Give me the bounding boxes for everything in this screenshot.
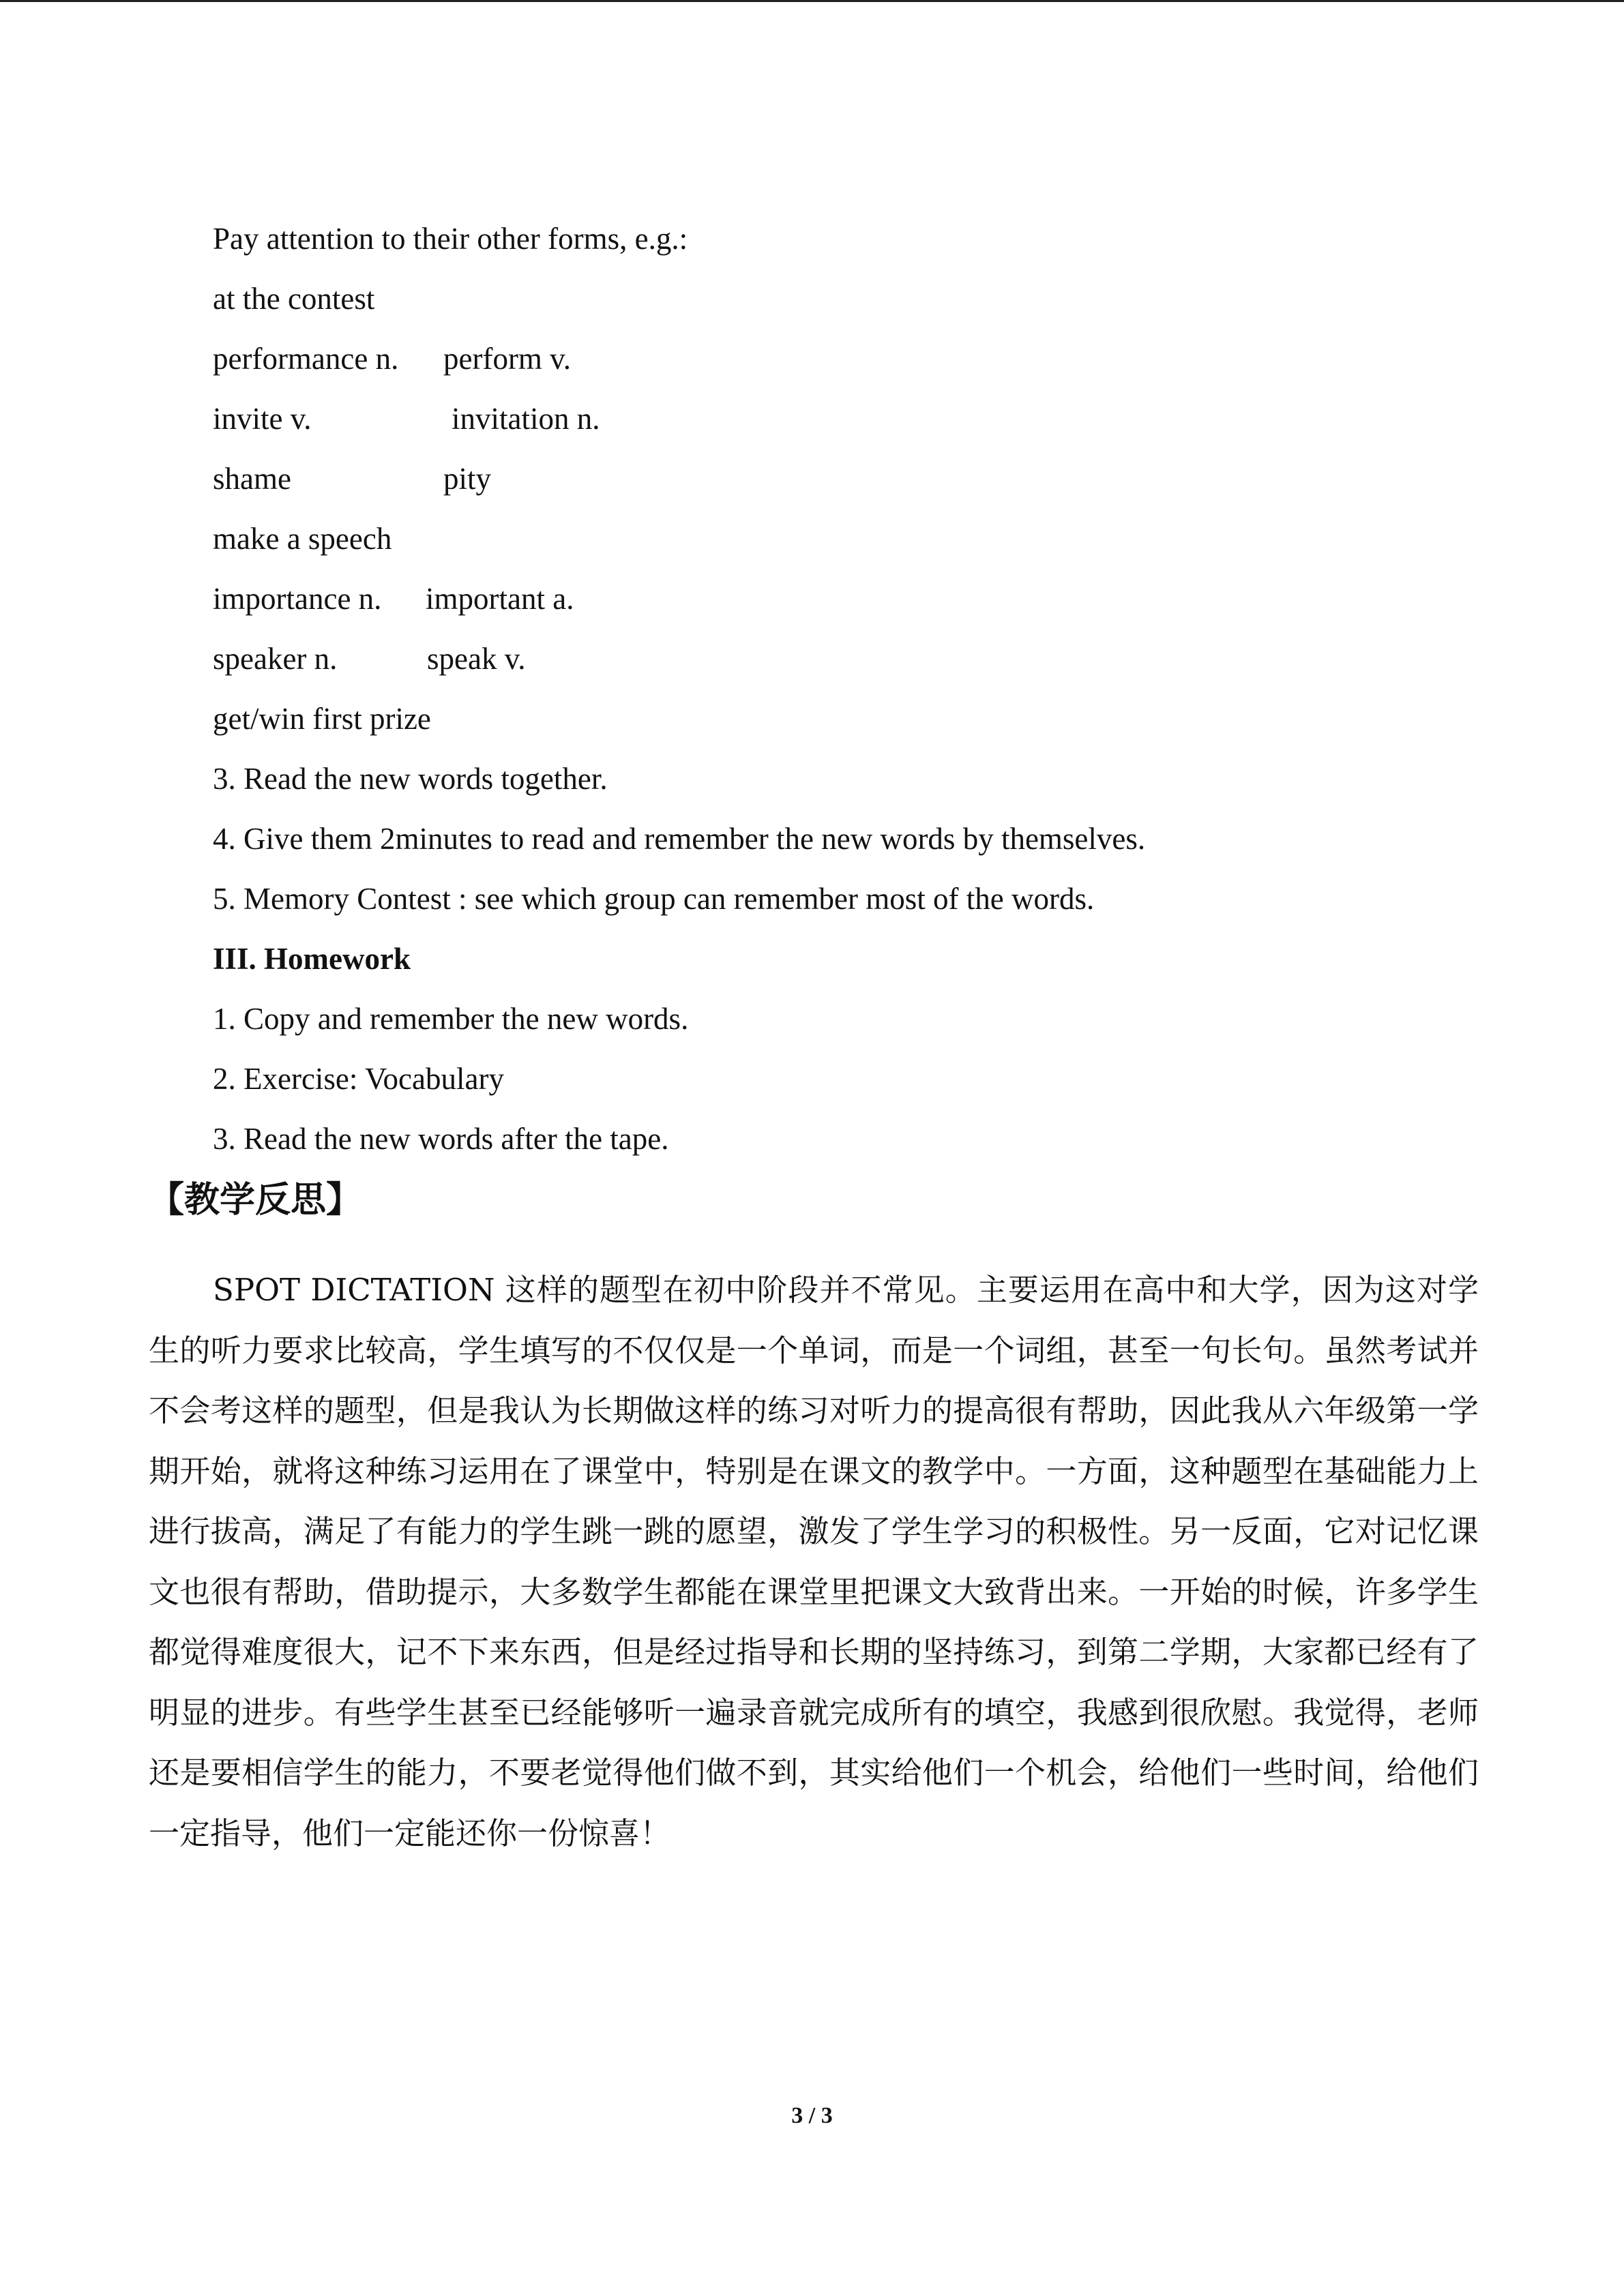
word-form-term: shame <box>213 462 291 496</box>
word-forms-intro: Pay attention to their other forms, e.g.: <box>213 222 688 256</box>
homework-item: 1. Copy and remember the new words. <box>213 1002 689 1036</box>
word-form-item <box>213 638 526 679</box>
word-form-related: invitation n. <box>452 402 600 436</box>
word-form-related: pity <box>443 462 492 496</box>
reflection-paragraph: SPOT DICTATION 这样的题型在初中阶段并不常见。主要运用在高中和大学，因为这对学生的听力要求比较高，学生填写的不仅仅是一个单词，而是一个词组，甚至一句长句。虽然考试并不会考这样的题型，但是我认为长期做这样的练习对听力的提高很有帮助，因此我从六年级第一学期开始，就将这种练习运用在了课堂中，特别是在课文的教学中。一方面，这种题型在基础能力上进行拔高，满足了有能力的学生跳一跳的愿望，激发了学生学习的积极性。另一反面，它对记忆课文也很有帮助，借助提示，大多数学生都能在课堂里把课文大致背出来。一开始的时候，许多学生都觉得难度很大，记不下来东西，但是经过指导和长期的坚持练习，到第二学期，大家都已经有了明显的进步。有些学生甚至已经能够听一遍录音就完成所有的填空，我感到很欣慰。我觉得，老师还是要相信学生的能力，不要老觉得他们做不到，其实给他们一个机会，给他们一些时间，给他们一定指导，他们一定能还你一份惊喜！ <box>149 1272 1479 1851</box>
word-form-term: make a speech <box>213 522 392 556</box>
word-form-related: speak v. <box>427 642 526 676</box>
word-form-item <box>213 338 572 379</box>
reflection-heading: 【教学反思】 <box>149 1180 362 1221</box>
step-item: 3. Read the new words together. <box>213 762 608 796</box>
word-form-item <box>213 458 492 499</box>
page-number: 3 / 3 <box>791 2103 833 2128</box>
word-form-item <box>213 278 374 319</box>
word-form-term: at the contest <box>213 282 375 316</box>
word-form-item <box>213 398 600 439</box>
word-form-term: invite v. <box>213 402 312 436</box>
step-item: 4. Give them 2minutes to read and remember the new words by themselves. <box>213 822 1146 856</box>
word-form-term: performance n. <box>213 342 399 376</box>
word-form-term: get/win first prize <box>213 702 431 736</box>
homework-item: 3. Read the new words after the tape. <box>213 1122 669 1156</box>
word-form-term: speaker n. <box>213 642 338 676</box>
homework-item: 2. Exercise: Vocabulary <box>213 1062 504 1096</box>
step-item: 5. Memory Contest : see which group can remember most of the words. <box>213 882 1095 916</box>
word-form-item <box>213 518 392 559</box>
word-form-item <box>213 578 574 619</box>
word-form-related: perform v. <box>443 342 572 376</box>
word-form-term: importance n. <box>213 582 382 616</box>
homework-heading: III. Homework <box>213 942 411 976</box>
top-border-rule <box>0 0 1624 2</box>
word-form-item <box>213 698 431 739</box>
word-form-related: important a. <box>426 582 574 616</box>
